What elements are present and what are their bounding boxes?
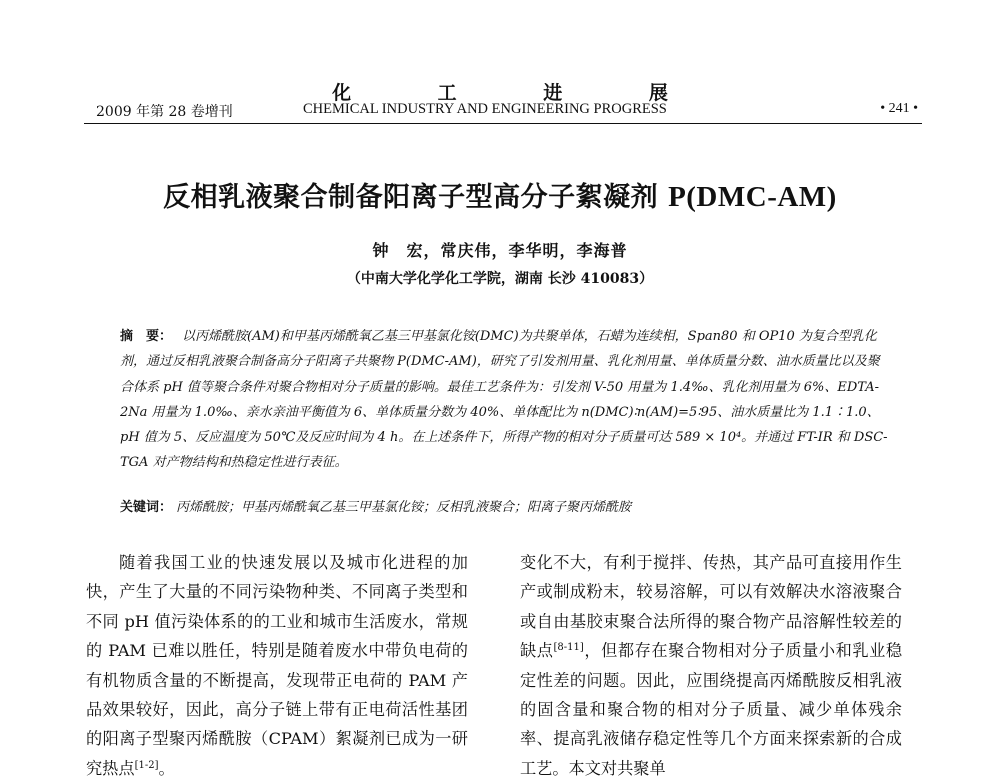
abstract-text: 以丙烯酰胺(AM)和甲基丙烯酰氧乙基三甲基氯化铵(DMC)为共聚单体，石蜡为连续相，Span80 和 OP10 为复合型乳化剂，通过反相乳液聚合制备高分子阳离子共聚物 P(DMC-AM)，研究了引发剂用量、乳化剂用量、单体质量分数、油水质量比以及聚合体系 pH 值等聚合条件对聚合物相对分子质量的影响。最佳工艺条件为：引发剂 V-50 用量为 1.4‰、乳化剂用量为 6%、EDTA-2Na 用量为 1.0‰、亲水亲油平衡值为 6、单体质量分数为 40%、单体配比为 n(DMC)∶n(AM)=5∶95、油水质量比为 1.1∶1.0、pH 值为 5、反应温度为 50℃及反应时间为 4 h。在上述条件下，所得产物的相对分子质量可达 589 × 10⁴。并通过 FT-IR 和 DSC-TGA 对产物结构和热稳定性进行表征。 [120,329,888,471]
title-chinese: 反相乳液聚合制备阳离子型高分子絮凝剂 [163,182,659,213]
issue-info: 2009 年第 28 卷增刊 [96,104,233,120]
left-column-end: 。 [158,758,175,778]
abstract [120,324,888,476]
abstract-label: 摘 要： [120,329,173,344]
authors: 钟 宏，常庆伟，李华明，李海普 [372,241,628,260]
header-rule [84,123,922,124]
body-left-column [86,548,468,783]
citation-ref: [8-11] [553,642,584,654]
journal-title: 化 工 进 展 [332,82,708,104]
title-formula: P(DMC-AM) [668,181,837,213]
citation-ref: [1-2] [134,759,159,771]
page-number: • 241 • [880,101,918,116]
journal-english-title: CHEMICAL INDUSTRY AND ENGINEERING PROGRESS [303,101,667,117]
running-header [0,101,1000,125]
right-column-text-b: ，但都存在聚合物相对分子质量小和乳业稳定性差的问题。因此，应围绕提高丙烯酰胺反相乳液的固含量和聚合物的相对分子质量、减少单体残余率、提高乳液储存稳定性等几个方面来探索新的合成工艺。本文对共聚单 [520,641,903,778]
keywords-text: 丙烯酰胺；甲基丙烯酰氧乙基三甲基氯化铵；反相乳液聚合；阳离子聚丙烯酰胺 [176,500,632,515]
keywords-label: 关键词： [120,500,173,515]
body-right-column [520,548,902,783]
keywords [120,496,888,515]
affiliation: （中南大学化学化工学院，湖南 长沙 410083） [346,271,654,287]
left-column-text: 随着我国工业的快速发展以及城市化进程的加快，产生了大量的不同污染物种类、不同离子类型和不同 pH 值污染体系的的工业和城市生活废水，常规的 PAM 已难以胜任，特别是随着废水中带负电荷的有机物质含量的不断提高，发现带正电荷的 PAM 产品效果较好，因此，高分子链上带有正电荷活性基团的阳离子型聚丙烯酰胺（CPAM）絮凝剂已成为一研究热点 [86,553,468,778]
paper-title [0,175,1000,214]
right-column-text-a: 变化不大，有利于搅拌、传热，其产品可直接用作生产或制成粉末，较易溶解，可以有效解决水溶液聚合或自由基胶束聚合法所得的聚合物产品溶解性较差的缺点 [520,553,902,661]
